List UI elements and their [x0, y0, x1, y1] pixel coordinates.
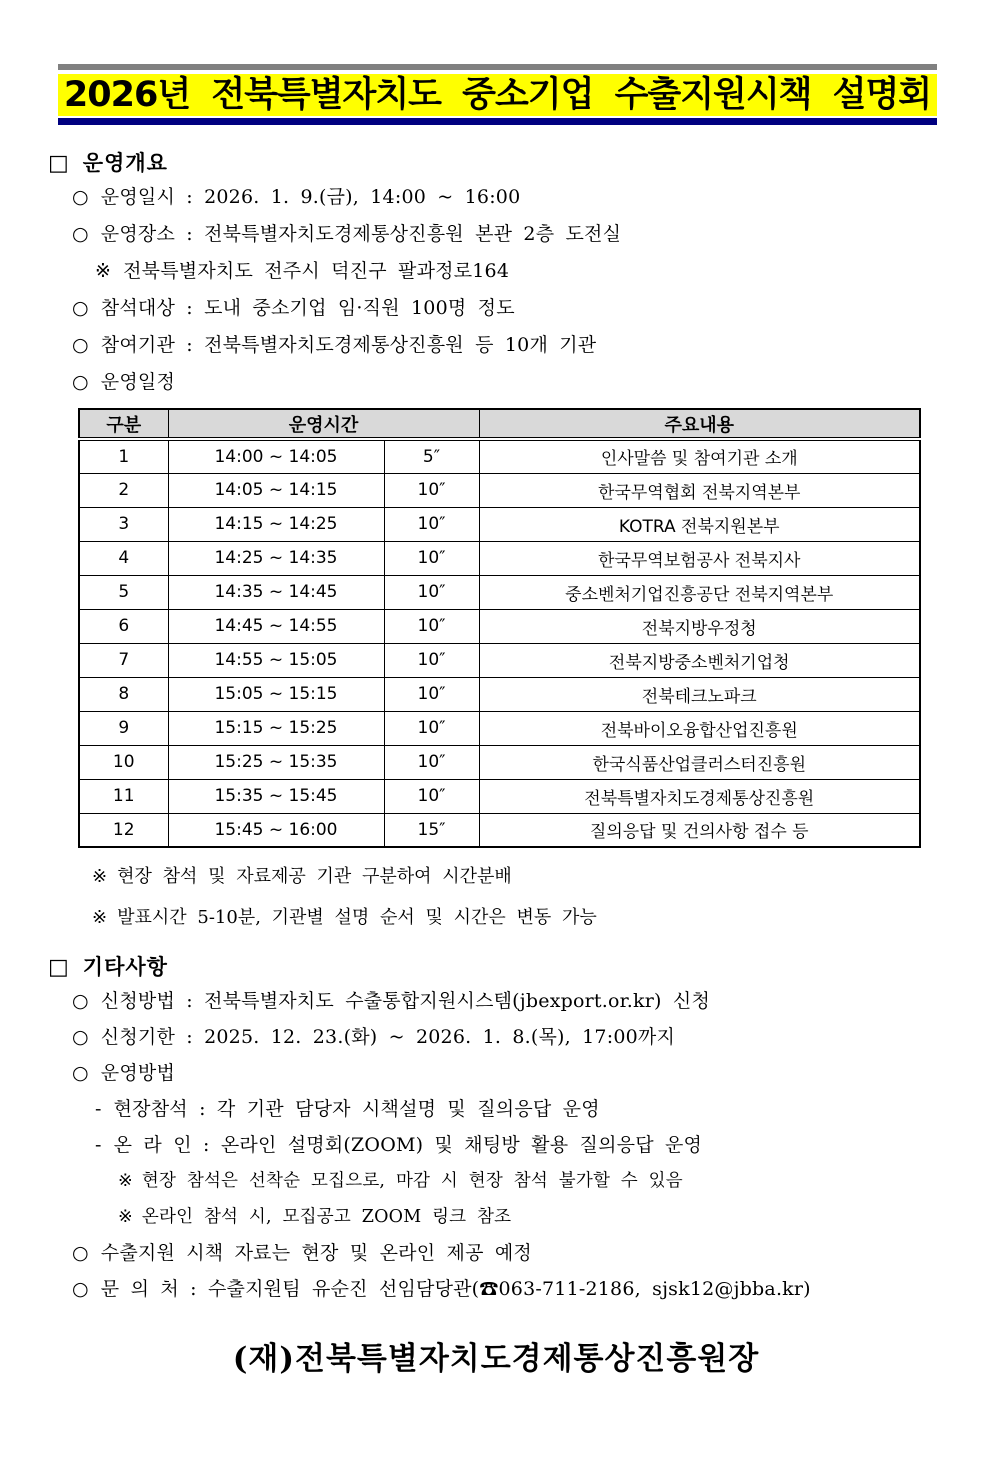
- cell-no: 9: [79, 711, 168, 745]
- cell-content: KOTRA 전북지원본부: [479, 507, 920, 541]
- circle-bullet-icon: ○: [72, 297, 89, 319]
- cell-duration: 10″: [384, 745, 479, 779]
- cell-time: 14:25 ~ 14:35: [168, 541, 384, 575]
- section-title: 운영개요: [82, 150, 168, 175]
- cell-no: 4: [79, 541, 168, 575]
- cell-time: 14:15 ~ 14:25: [168, 507, 384, 541]
- list-item: [72, 297, 992, 319]
- cell-time: 15:05 ~ 15:15: [168, 677, 384, 711]
- circle-bullet-icon: ○: [72, 1242, 89, 1264]
- list-item: [95, 1134, 992, 1156]
- note-text: 현장 참석 및 자료제공 기관 구분하여 시간분배: [117, 866, 512, 887]
- list-item: [72, 1062, 992, 1084]
- section-heading-etc: [48, 951, 992, 981]
- table-note: [92, 866, 992, 888]
- table-row: [79, 813, 920, 847]
- cell-content: 전북지방중소벤처기업청: [479, 643, 920, 677]
- table-row: [79, 541, 920, 575]
- section-heading-overview: [48, 147, 992, 177]
- cell-duration: 10″: [384, 711, 479, 745]
- list-item: [95, 260, 992, 282]
- list-item: [72, 186, 992, 208]
- list-item-text: 참석대상 : 도내 중소기업 임·직원 100명 정도: [100, 297, 515, 319]
- reference-mark-icon: ※: [92, 866, 108, 887]
- table-row: [79, 575, 920, 609]
- table-row: [79, 507, 920, 541]
- cell-no: 1: [79, 439, 168, 473]
- header-col-time: 운영시간: [168, 409, 479, 439]
- list-item: [72, 1242, 992, 1264]
- cell-time: 15:25 ~ 15:35: [168, 745, 384, 779]
- list-item: [72, 1026, 992, 1048]
- table-row: [79, 473, 920, 507]
- table-note: [92, 907, 992, 929]
- list-item: [118, 1206, 992, 1228]
- circle-bullet-icon: ○: [72, 1278, 89, 1300]
- list-item-text: 운영일시 : 2026. 1. 9.(금), 14:00 ~ 16:00: [100, 186, 521, 208]
- list-item-text: 운영일정: [100, 371, 175, 393]
- cell-duration: 10″: [384, 575, 479, 609]
- overview-list: [72, 186, 992, 393]
- table-row: [79, 677, 920, 711]
- list-item-text: 온라인 참석 시, 모집공고 ZOOM 링크 참조: [141, 1207, 512, 1227]
- cell-time: 15:35 ~ 15:45: [168, 779, 384, 813]
- contact-line: [72, 1278, 992, 1300]
- title-banner: [58, 64, 937, 125]
- table-row: [79, 745, 920, 779]
- table-row: [79, 779, 920, 813]
- header-col-content: 주요내용: [479, 409, 920, 439]
- cell-no: 8: [79, 677, 168, 711]
- cell-content: 전북특별자치도경제통상진흥원: [479, 779, 920, 813]
- cell-content: 인사말씀 및 참여기관 소개: [479, 439, 920, 473]
- table-row: [79, 609, 920, 643]
- contact-phone-email: 063-711-2186, sjsk12@jbba.kr): [498, 1278, 811, 1300]
- cell-duration: 10″: [384, 473, 479, 507]
- square-marker-icon: □: [48, 955, 70, 980]
- list-item-text: 신청기한 : 2025. 12. 23.(화) ~ 2026. 1. 8.(목), 17:00까지: [100, 1026, 676, 1048]
- page-title: 2026년 전북특별자치도 중소기업 수출지원시책 설명회: [58, 74, 937, 116]
- list-item-text: 참여기관 : 전북특별자치도경제통상진흥원 등 10개 기관: [100, 334, 597, 356]
- cell-time: 14:35 ~ 14:45: [168, 575, 384, 609]
- list-item: [118, 1170, 992, 1192]
- cell-time: 15:45 ~ 16:00: [168, 813, 384, 847]
- cell-content: 질의응답 및 건의사항 접수 등: [479, 813, 920, 847]
- square-marker-icon: □: [48, 151, 70, 176]
- cell-duration: 10″: [384, 507, 479, 541]
- list-item-text: 전북특별자치도 전주시 덕진구 팔과정로164: [123, 260, 510, 282]
- reference-mark-icon: ※: [118, 1171, 133, 1191]
- reference-mark-icon: ※: [92, 907, 108, 928]
- list-item: [72, 990, 992, 1012]
- cell-no: 7: [79, 643, 168, 677]
- cell-no: 6: [79, 609, 168, 643]
- reference-mark-icon: ※: [118, 1207, 133, 1227]
- list-item-text: 현장참석 : 각 기관 담당자 시책설명 및 질의응답 운영: [113, 1098, 600, 1120]
- table-notes: [92, 866, 992, 929]
- circle-bullet-icon: ○: [72, 334, 89, 356]
- note-text: 발표시간 5-10분, 기관별 설명 순서 및 시간은 변동 가능: [117, 907, 597, 928]
- cell-content: 전북바이오융합산업진흥원: [479, 711, 920, 745]
- table-row: [79, 439, 920, 473]
- cell-no: 3: [79, 507, 168, 541]
- cell-no: 12: [79, 813, 168, 847]
- contact-text: 문 의 처 : 수출지원팀 유순진 선임담당관(: [100, 1278, 480, 1300]
- header-col-no: 구분: [79, 409, 168, 439]
- cell-duration: 10″: [384, 643, 479, 677]
- cell-no: 11: [79, 779, 168, 813]
- cell-content: 전북테크노파크: [479, 677, 920, 711]
- cell-no: 5: [79, 575, 168, 609]
- table-row: [79, 643, 920, 677]
- dash-bullet-icon: -: [95, 1098, 102, 1120]
- list-item-text: 운영장소 : 전북특별자치도경제통상진흥원 본관 2층 도전실: [100, 223, 622, 245]
- phone-icon: ☎: [479, 1278, 499, 1300]
- circle-bullet-icon: ○: [72, 223, 89, 245]
- cell-time: 15:15 ~ 15:25: [168, 711, 384, 745]
- cell-time: 14:45 ~ 14:55: [168, 609, 384, 643]
- cell-time: 14:00 ~ 14:05: [168, 439, 384, 473]
- circle-bullet-icon: ○: [72, 990, 89, 1012]
- cell-duration: 10″: [384, 609, 479, 643]
- cell-content: 중소벤처기업진흥공단 전북지역본부: [479, 575, 920, 609]
- etc-list: [72, 990, 992, 1300]
- list-item: [95, 1098, 992, 1120]
- cell-time: 14:05 ~ 14:15: [168, 473, 384, 507]
- footer-signature: (재)전북특별자치도경제통상진흥원장: [232, 1341, 760, 1377]
- list-item: [72, 334, 992, 356]
- table-row: [79, 711, 920, 745]
- dash-bullet-icon: -: [95, 1134, 102, 1156]
- cell-duration: 10″: [384, 541, 479, 575]
- list-item-text: 현장 참석은 선착순 모집으로, 마감 시 현장 참석 불가할 수 있음: [141, 1171, 683, 1191]
- cell-duration: 10″: [384, 779, 479, 813]
- list-item: [72, 223, 992, 245]
- list-item-text: 수출지원 시책 자료는 현장 및 온라인 제공 예정: [100, 1242, 532, 1264]
- reference-mark-icon: ※: [95, 260, 112, 282]
- list-item-text: 신청방법 : 전북특별자치도 수출통합지원시스템(jbexport.or.kr) 신청: [100, 990, 710, 1012]
- circle-bullet-icon: ○: [72, 371, 89, 393]
- cell-duration: 5″: [384, 439, 479, 473]
- schedule-table: [78, 408, 921, 848]
- cell-no: 2: [79, 473, 168, 507]
- list-item-text: 온 라 인 : 온라인 설명회(ZOOM) 및 채팅방 활용 질의응답 운영: [113, 1134, 703, 1156]
- circle-bullet-icon: ○: [72, 1062, 89, 1084]
- cell-duration: 10″: [384, 677, 479, 711]
- cell-no: 10: [79, 745, 168, 779]
- list-item-text: 운영방법: [100, 1062, 175, 1084]
- cell-content: 전북지방우정청: [479, 609, 920, 643]
- cell-content: 한국식품산업클러스터진흥원: [479, 745, 920, 779]
- cell-time: 14:55 ~ 15:05: [168, 643, 384, 677]
- circle-bullet-icon: ○: [72, 1026, 89, 1048]
- cell-content: 한국무역보험공사 전북지사: [479, 541, 920, 575]
- table-header-row: [79, 409, 920, 439]
- cell-duration: 15″: [384, 813, 479, 847]
- circle-bullet-icon: ○: [72, 186, 89, 208]
- cell-content: 한국무역협회 전북지역본부: [479, 473, 920, 507]
- list-item: [72, 371, 992, 393]
- section-title: 기타사항: [82, 954, 168, 979]
